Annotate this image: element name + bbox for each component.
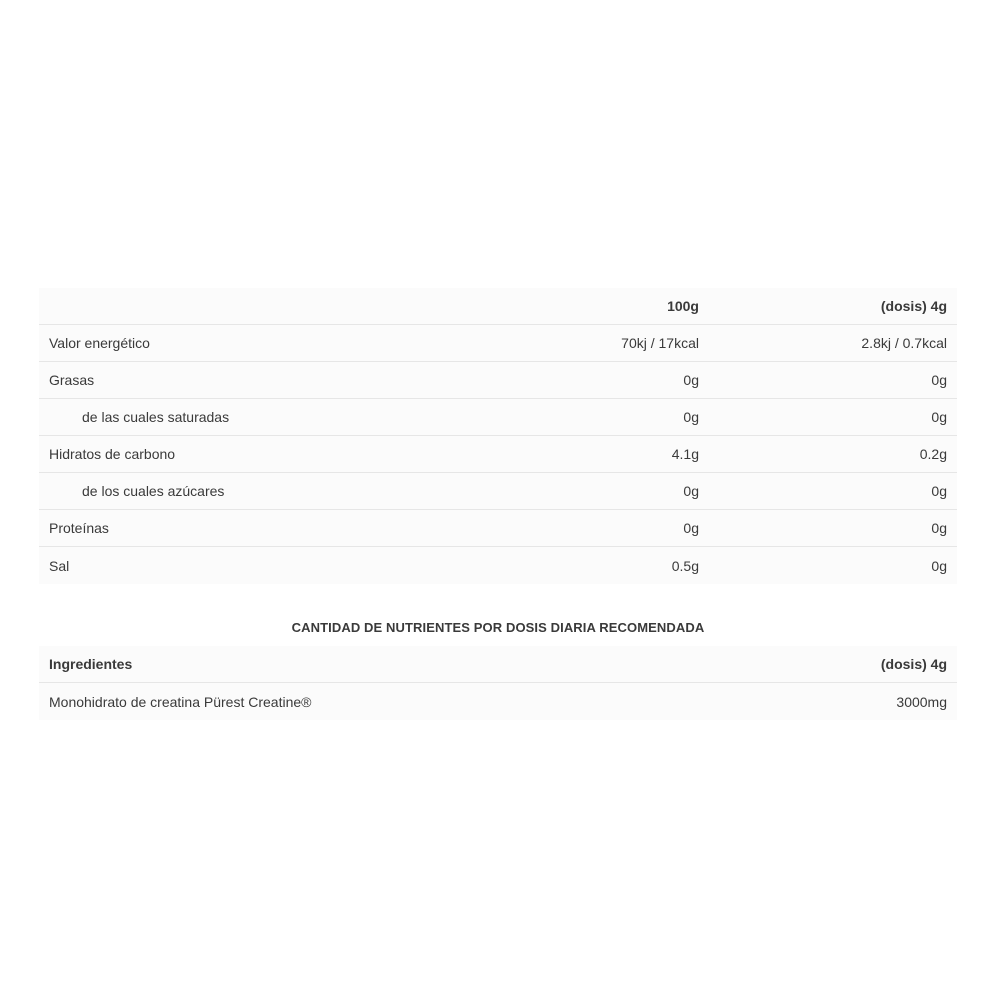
nutrient-per-100g: 0g [683, 483, 699, 499]
nutrient-name: Valor energético [49, 335, 150, 351]
nutrient-per-dose: 0g [931, 557, 947, 574]
nutrient-name: Hidratos de carbono [49, 446, 176, 462]
nutrient-per-dose: 0.2g [919, 446, 947, 462]
table-row [39, 683, 957, 720]
nutrition-header-per-dose: (dosis) 4g [880, 298, 947, 314]
nutrient-name: Grasas [49, 372, 95, 388]
table-row [39, 362, 957, 399]
ingredients-header-row [39, 646, 957, 683]
table-row [39, 510, 957, 547]
ingredients-header-label: Ingredientes [49, 656, 133, 672]
table-row [39, 473, 957, 510]
nutrient-per-100g: 4.1g [671, 446, 699, 462]
table-row [39, 325, 957, 362]
ingredients-table [39, 646, 957, 720]
nutrient-per-dose: 0g [931, 483, 947, 499]
nutrient-name: de los cuales azúcares [82, 483, 225, 499]
nutrient-name: de las cuales saturadas [82, 409, 230, 425]
nutrient-per-dose: 0g [931, 372, 947, 388]
ingredients-header-dose: (dosis) 4g [880, 656, 947, 672]
nutrition-table [39, 288, 957, 584]
nutrient-per-100g: 0g [683, 372, 699, 388]
nutrient-per-100g: 0g [683, 409, 699, 425]
nutrient-per-dose: 2.8kj / 0.7kcal [861, 335, 947, 351]
table-row [39, 436, 957, 473]
nutrition-header-per-100g: 100g [667, 298, 699, 314]
table-row [39, 547, 957, 584]
nutrient-per-100g: 0.5g [671, 557, 699, 574]
table-row [39, 399, 957, 436]
nutrient-name: Sal [49, 557, 70, 574]
nutrient-per-100g: 0g [683, 520, 699, 536]
nutrient-name: Proteínas [49, 520, 109, 536]
nutrient-per-dose: 0g [931, 520, 947, 536]
nutrient-per-dose: 0g [931, 409, 947, 425]
ingredient-name: Monohidrato de creatina Pürest Creatine® [49, 693, 312, 710]
nutrient-per-100g: 70kj / 17kcal [621, 335, 699, 351]
daily-dose-section-title: CANTIDAD DE NUTRIENTES POR DOSIS DIARIA RECOMENDADA [291, 620, 705, 635]
ingredient-amount: 3000mg [896, 693, 947, 710]
nutrition-header-row [39, 288, 957, 325]
